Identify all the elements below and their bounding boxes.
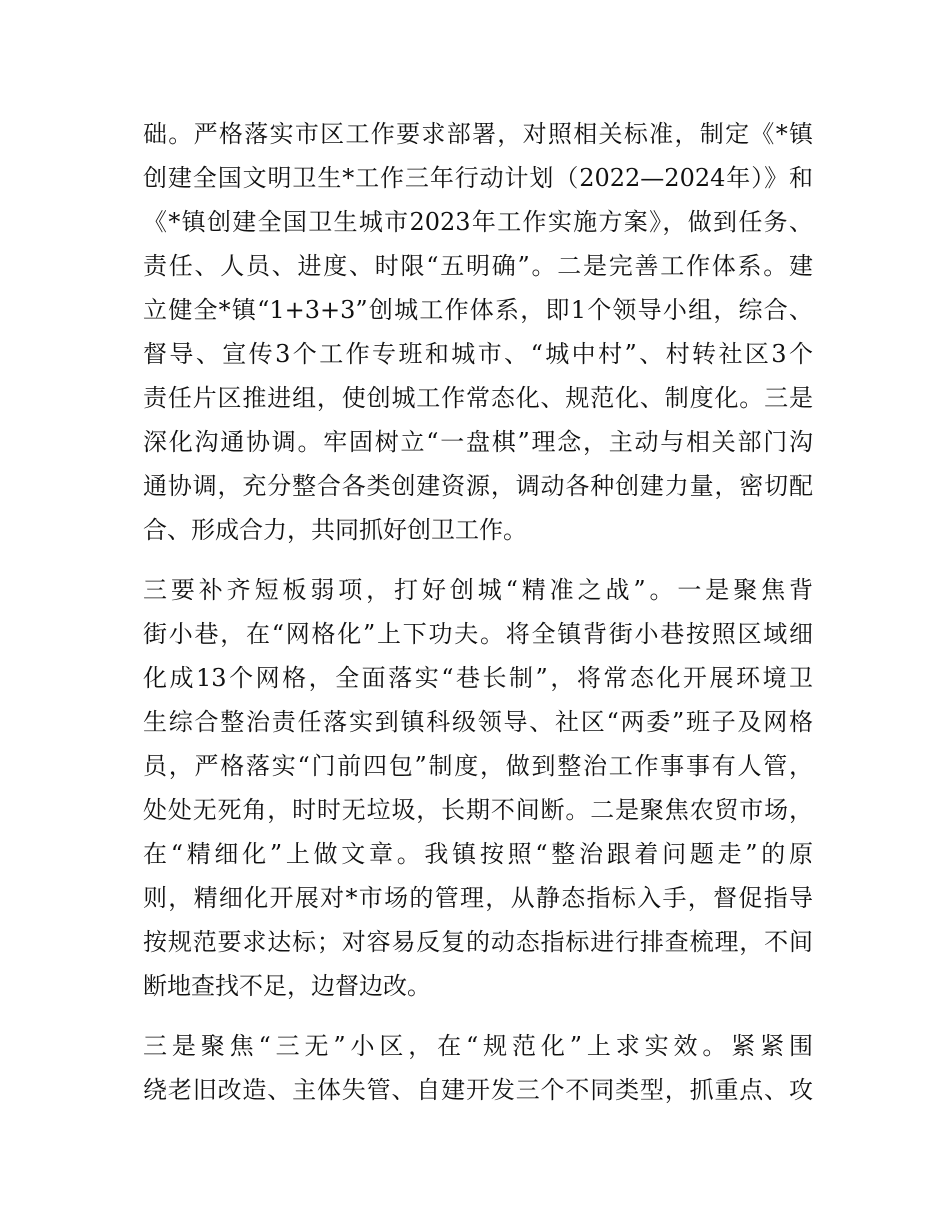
text-line: 三要补齐短板弱项，打好创城“精准之战”。一是聚焦背 bbox=[143, 576, 813, 604]
text-line: 创建全国文明卫生*工作三年行动计划（2022—2024年）》和 bbox=[143, 164, 813, 192]
text-line: 础。严格落实市区工作要求部署，对照相关标准，制定《*镇 bbox=[143, 120, 813, 148]
text-line: 三是聚焦“三无”小区，在“规范化”上求实效。紧紧围 bbox=[143, 1032, 813, 1060]
text-line: 责任片区推进组，使创城工作常态化、规范化、制度化。三是 bbox=[143, 384, 813, 412]
text-line: 深化沟通协调。牢固树立“一盘棋”理念，主动与相关部门沟 bbox=[143, 428, 813, 456]
text-line: 生综合整治责任落实到镇科级领导、社区“两委”班子及网格 bbox=[143, 708, 813, 736]
text-line: 则，精细化开展对*市场的管理，从静态指标入手，督促指导 bbox=[143, 884, 813, 912]
text-line: 责任、人员、进度、时限“五明确”。二是完善工作体系。建 bbox=[143, 252, 813, 280]
text-line: 立健全*镇“1+3+3”创城工作体系，即1个领导小组，综合、 bbox=[143, 296, 813, 324]
paragraph-2 bbox=[143, 568, 813, 1008]
text-line: 处处无死角，时时无垃圾，长期不间断。二是聚焦农贸市场， bbox=[143, 796, 813, 824]
text-line: 绕老旧改造、主体失管、自建开发三个不同类型，抓重点、攻 bbox=[143, 1076, 813, 1104]
text-line: 化成13个网格，全面落实“巷长制”，将常态化开展环境卫 bbox=[143, 664, 813, 692]
text-line: 通协调，充分整合各类创建资源，调动各种创建力量，密切配 bbox=[143, 472, 813, 500]
text-line: 《*镇创建全国卫生城市2023年工作实施方案》，做到任务、 bbox=[143, 208, 813, 236]
text-line: 断地查找不足，边督边改。 bbox=[143, 972, 431, 1000]
text-line: 员，严格落实“门前四包”制度，做到整治工作事事有人管， bbox=[143, 752, 813, 780]
document-page bbox=[143, 112, 813, 1112]
text-line: 按规范要求达标；对容易反复的动态指标进行排查梳理，不间 bbox=[143, 928, 813, 956]
paragraph-spacer bbox=[143, 1008, 813, 1024]
paragraph-1 bbox=[143, 112, 813, 552]
paragraph-3 bbox=[143, 1024, 813, 1112]
text-line: 街小巷，在“网格化”上下功夫。将全镇背街小巷按照区域细 bbox=[143, 620, 813, 648]
paragraph-spacer bbox=[143, 552, 813, 568]
text-line: 合、形成合力，共同抓好创卫工作。 bbox=[143, 516, 527, 544]
text-line: 在“精细化”上做文章。我镇按照“整治跟着问题走”的原 bbox=[143, 840, 813, 868]
text-line: 督导、宣传3个工作专班和城市、“城中村”、村转社区3个 bbox=[143, 340, 813, 368]
